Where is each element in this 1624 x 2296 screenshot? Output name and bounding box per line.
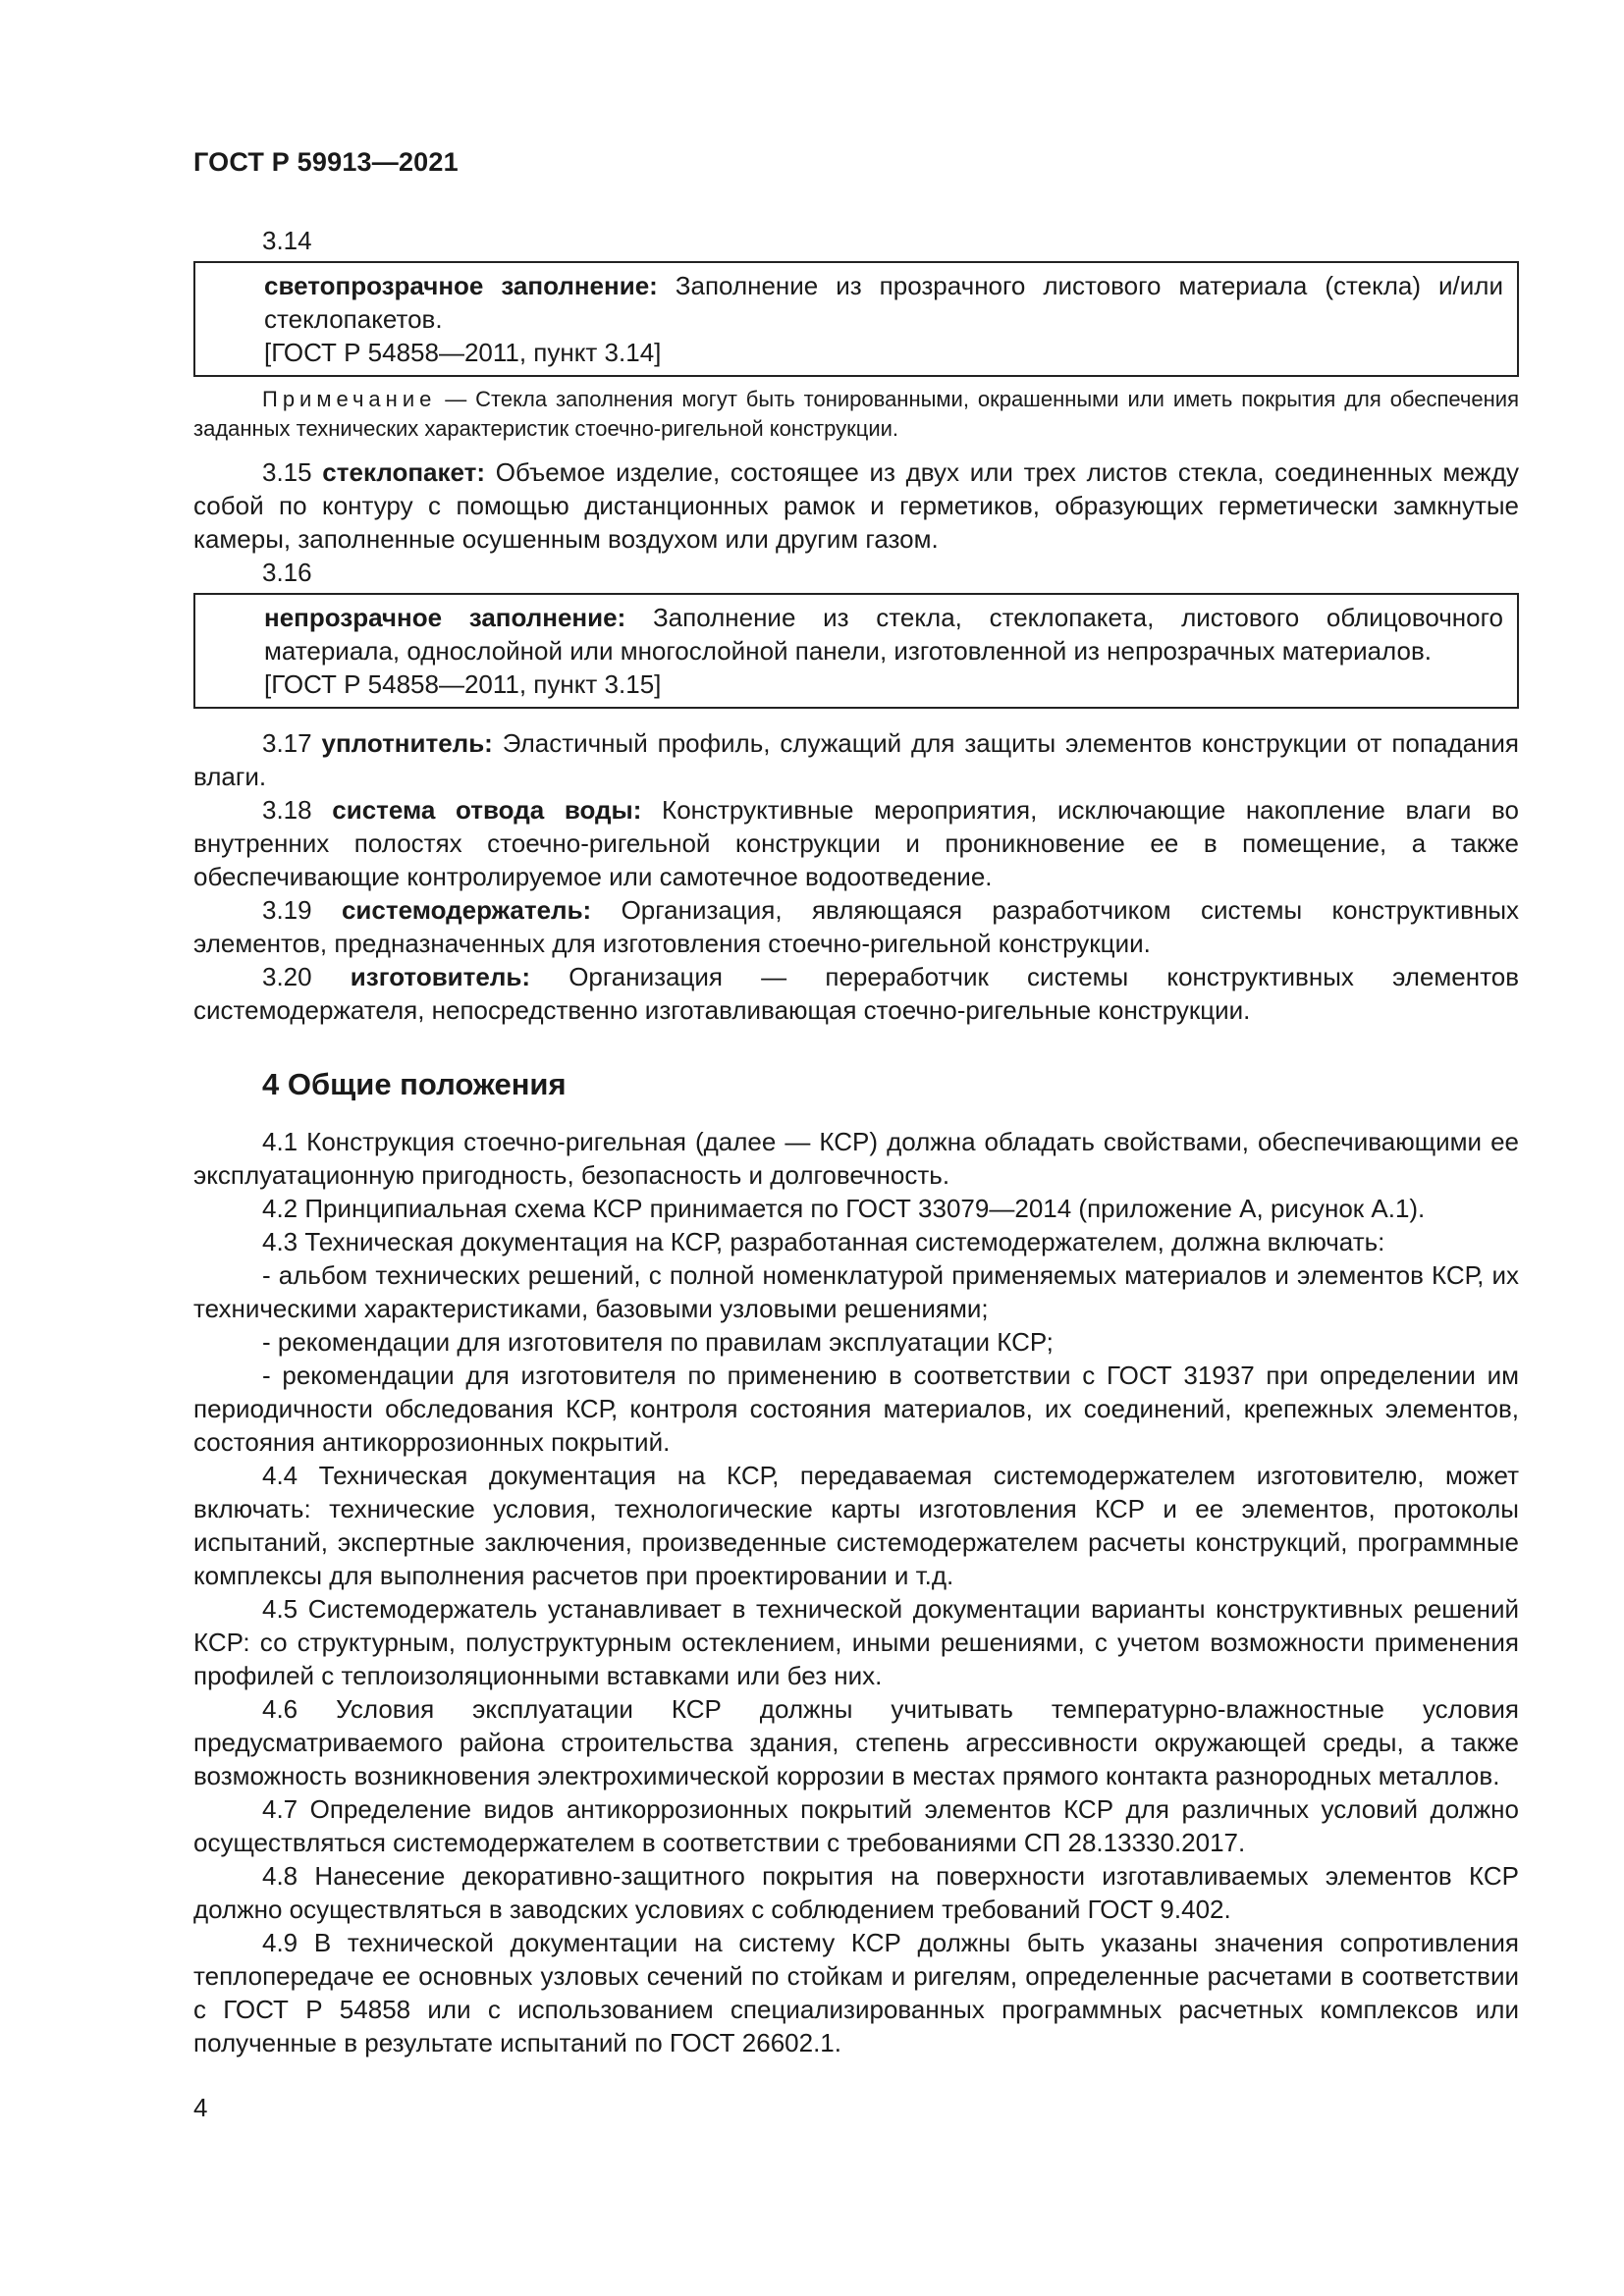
clause-4-9: 4.9 В технической документации на систему КСР должны быть указаны значения сопротивления теплопередаче ее основных узловых сечений по стойкам и ригелям, определенные расчетами в соответствии с ГОСТ Р 54858 или с использованием специализированных программных расчетных комплексов или полученные в результате испытаний по ГОСТ 26602.1.	[193, 1928, 1519, 2057]
definition-text-3-16: Заполнение из стекла, стеклопакета, листового облицовочного материала, однослойной или многослойной панели, изготовленной из непрозрачных материалов.	[264, 603, 1503, 666]
clause-3-14-number: 3.14	[262, 226, 312, 255]
clause-3-20-number: 3.20	[262, 962, 351, 991]
clause-3-15	[193, 455, 1519, 556]
note-text: — Стекла заполнения могут быть тонированными, окрашенными или иметь покрытия для обеспечения заданных технических характеристик стоечно-ригельной конструкции.	[193, 387, 1519, 441]
clause-4-6: 4.6 Условия эксплуатации КСР должны учитывать температурно-влажностные условия предусматриваемого района строительства здания, степень агрессивности окружающей среды, а также возможность возникновения электрохимической коррозии в местах прямого контакта разнородных металлов.	[193, 1694, 1519, 1790]
clause-4-3-item-c: - рекомендации для изготовителя по применению в соответствии с ГОСТ 31937 при определении им периодичности обследования КСР, контроля состояния материалов, их соединений, крепежных элементов, состояния антикоррозионных покрытий.	[193, 1361, 1519, 1457]
clause-4-3: 4.3 Техническая документация на КСР, разработанная системодержателем, должна включать:	[262, 1227, 1385, 1256]
term-3-15: стеклопакет:	[322, 457, 486, 487]
term-3-18: система отвода воды:	[332, 795, 642, 825]
definition-text-3-17: Эластичный профиль, служащий для защиты элементов конструкции от попадания влаги.	[193, 728, 1520, 791]
definition-3-16	[264, 601, 1503, 667]
clause-3-17-number: 3.17	[262, 728, 322, 758]
definition-3-14	[264, 269, 1503, 336]
clause-3-19	[193, 893, 1519, 960]
definition-text-3-15: Объемое изделие, состоящее из двух или трех листов стекла, соединенных между собой по контуру с помощью дистанционных рамок и герметиков, образующих герметически замкнутые камеры, заполненные осушенным воздухом или другим газом.	[193, 457, 1519, 554]
document-header: ГОСТ Р 59913—2021	[193, 147, 459, 177]
clause-3-17	[193, 726, 1519, 793]
note-label: Примечание	[262, 387, 437, 411]
clause-4-5: 4.5 Системодержатель устанавливает в технической документации варианты конструктивных решений КСР: со структурным, полуструктурным остеклением, иными решениями, с учетом возможности применения профилей с теплоизоляционными вставками или без них.	[193, 1594, 1519, 1690]
term-3-17: уплотнитель:	[321, 728, 493, 758]
definition-box-3-14	[193, 261, 1519, 377]
clause-4-3-item-b: - рекомендации для изготовителя по правилам эксплуатации КСР;	[262, 1327, 1054, 1357]
source-3-14: [ГОСТ Р 54858—2011, пункт 3.14]	[264, 338, 662, 367]
clause-4-2: 4.2 Принципиальная схема КСР принимается по ГОСТ 33079—2014 (приложение А, рисунок А.1).	[262, 1194, 1426, 1223]
clause-3-15-number: 3.15	[262, 457, 323, 487]
clause-3-16-number: 3.16	[262, 558, 312, 587]
page-number: 4	[193, 2093, 208, 2122]
clause-3-18	[193, 793, 1519, 893]
term-3-14: светопрозрачное заполнение:	[264, 271, 658, 300]
clause-3-19-number: 3.19	[262, 895, 342, 925]
clause-4-3-item-a: - альбом технических решений, с полной номенклатурой применяемых материалов и элементов КСР, их техническими характеристиками, базовыми узловыми решениями;	[193, 1260, 1519, 1323]
clause-4-4: 4.4 Техническая документация на КСР, передаваемая системодержателем изготовителю, может включать: технические условия, технологические карты изготовления КСР и ее элементов, протоколы испытаний, экспертные заключения, произведенные системодержателем расчеты конструкций, программные комплексы для выполнения расчетов при проектировании и т.д.	[193, 1461, 1519, 1590]
definition-text-3-20: Организация — переработчик системы конструктивных элементов системодержателя, непосредственно изготавливающая стоечно-ригельные конструкции.	[193, 962, 1520, 1025]
clause-3-18-number: 3.18	[262, 795, 333, 825]
definition-text-3-19: Организация, являющаяся разработчиком системы конструктивных элементов, предназначенных для изготовления стоечно-ригельной конструкции.	[193, 895, 1520, 958]
section-4-heading: 4 Общие положения	[262, 1067, 567, 1101]
note-3-14	[193, 385, 1519, 444]
term-3-19: системодержатель:	[341, 895, 592, 925]
term-3-20: изготовитель:	[350, 962, 531, 991]
clause-4-7: 4.7 Определение видов антикоррозионных покрытий элементов КСР для различных условий должно осуществляться системодержателем в соответствии с требованиями СП 28.13330.2017.	[193, 1794, 1519, 1857]
definition-box-3-16	[193, 593, 1519, 709]
term-3-16: непрозрачное заполнение:	[264, 603, 626, 632]
source-3-16: [ГОСТ Р 54858—2011, пункт 3.15]	[264, 669, 662, 699]
clause-3-20	[193, 960, 1519, 1027]
clause-4-8: 4.8 Нанесение декоративно-защитного покрытия на поверхности изготавливаемых элементов КСР должно осуществляться в заводских условиях с соблюдением требований ГОСТ 9.402.	[193, 1861, 1519, 1924]
definition-text-3-18: Конструктивные мероприятия, исключающие накопление влаги во внутренних полостях стоечно-ригельной конструкции и проникновение ее в помещение, а также обеспечивающие контролируемое или самотечное водоотведение.	[193, 795, 1519, 891]
clause-4-1: 4.1 Конструкция стоечно-ригельная (далее — КСР) должна обладать свойствами, обеспечивающими ее эксплуатационную пригодность, безопасность и долговечность.	[193, 1127, 1519, 1190]
document-body	[193, 224, 1519, 2059]
definition-text-3-14: Заполнение из прозрачного листового материала (стекла) и/или стеклопакетов.	[264, 271, 1503, 334]
